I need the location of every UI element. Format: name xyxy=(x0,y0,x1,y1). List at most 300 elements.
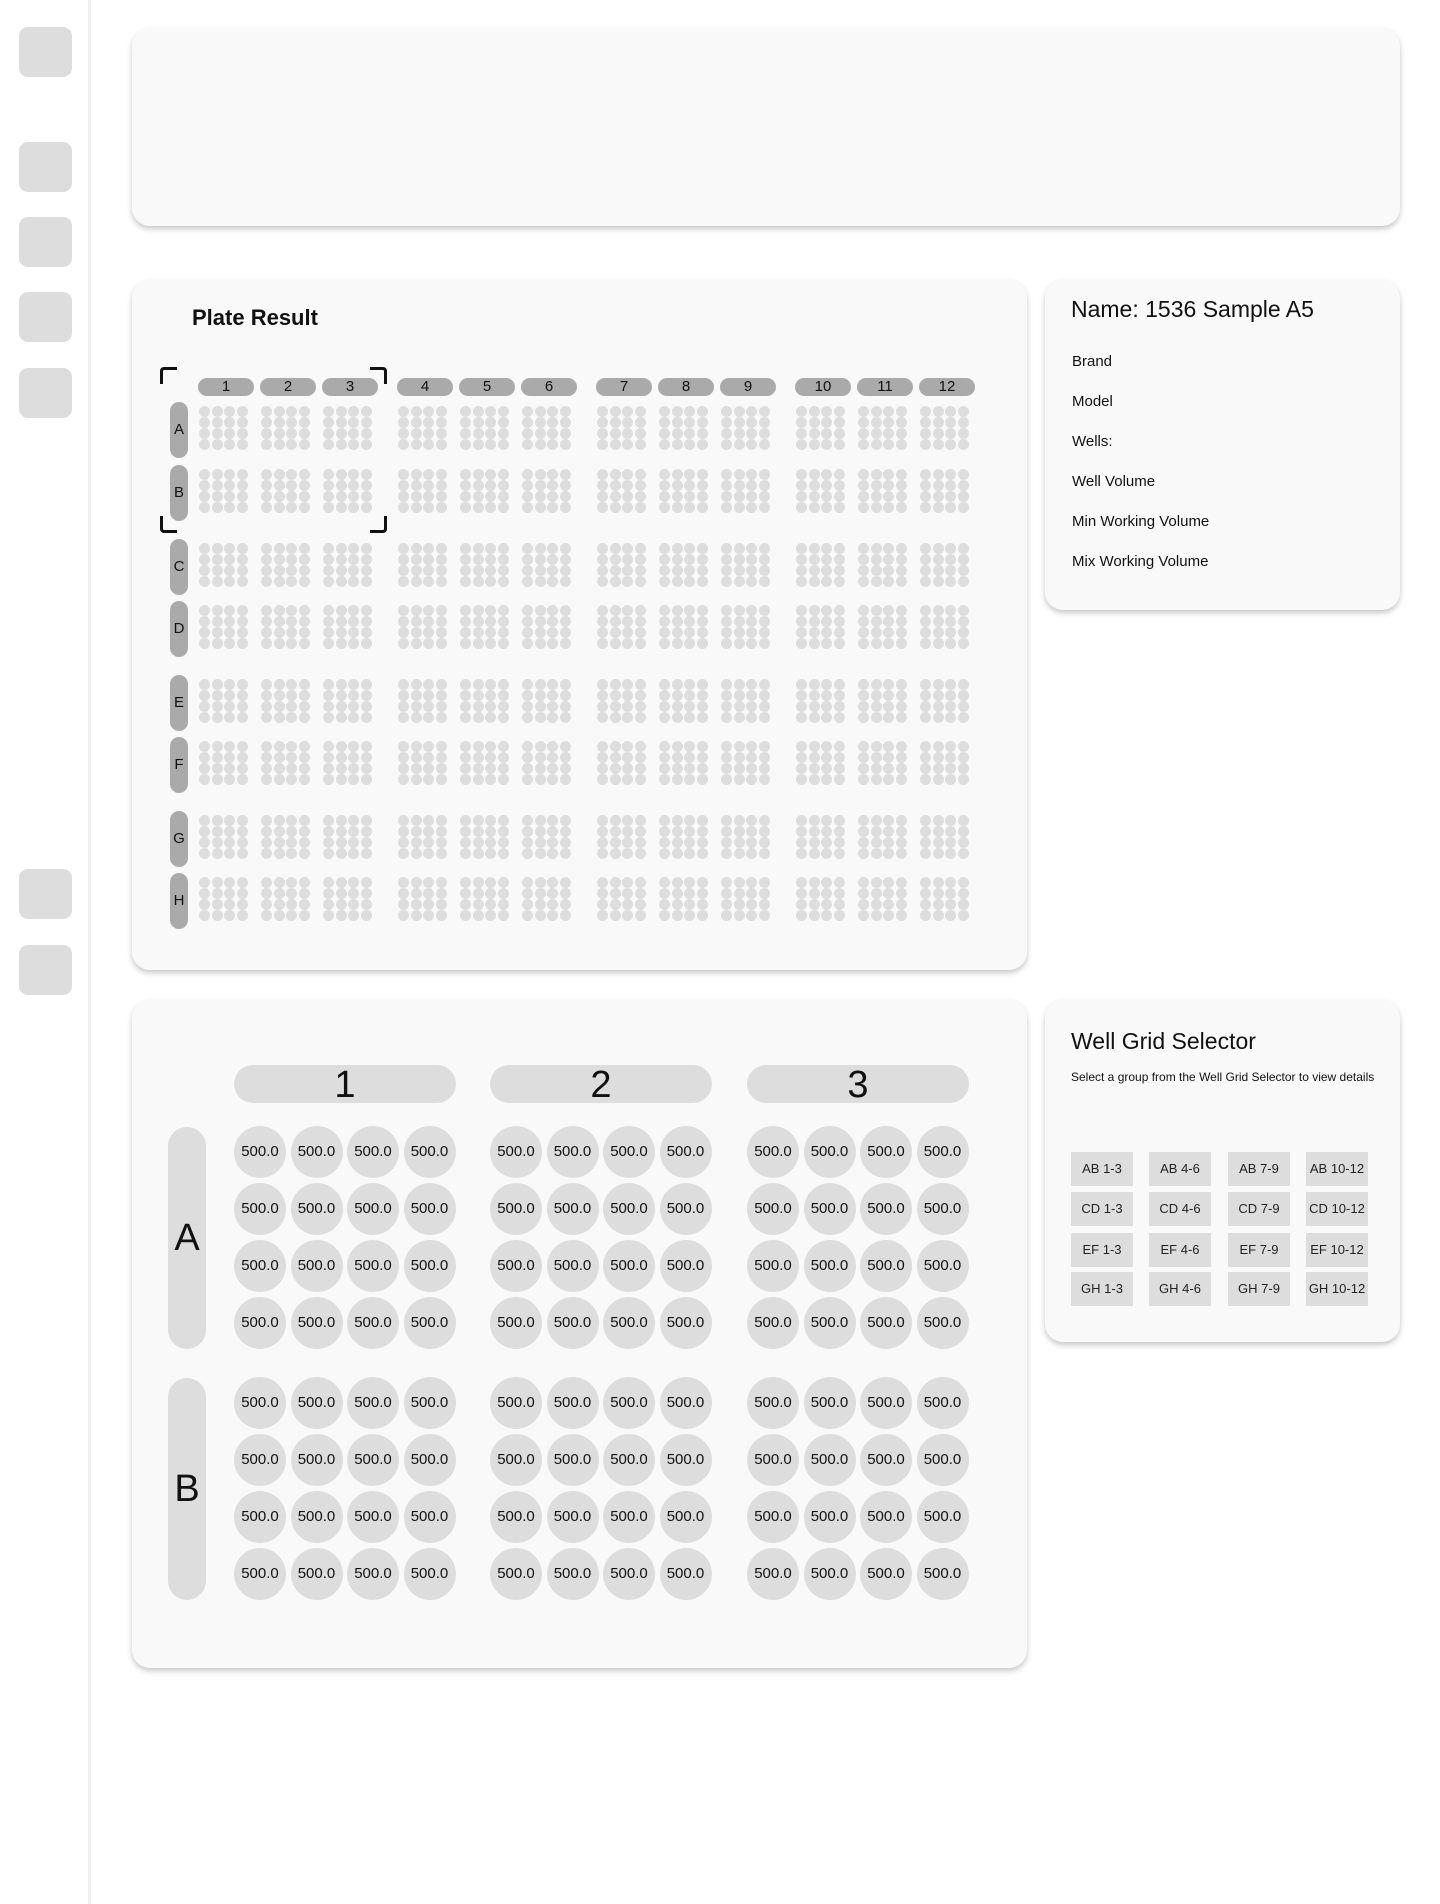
plate-well[interactable] xyxy=(398,690,409,701)
plate-well[interactable] xyxy=(336,469,347,480)
plate-well[interactable] xyxy=(286,701,297,712)
plate-well[interactable] xyxy=(423,752,434,763)
plate-well[interactable] xyxy=(237,763,248,774)
plate-well[interactable] xyxy=(871,491,882,502)
plate-well[interactable] xyxy=(460,679,471,690)
plate-well[interactable] xyxy=(684,616,695,627)
plate-well[interactable] xyxy=(622,888,633,899)
zoom-well[interactable]: 500.0 xyxy=(860,1491,912,1543)
plate-well[interactable] xyxy=(423,815,434,826)
plate-well[interactable] xyxy=(659,428,670,439)
plate-well[interactable] xyxy=(261,741,272,752)
plate-well[interactable] xyxy=(610,576,621,587)
plate-well[interactable] xyxy=(684,774,695,785)
plate-well[interactable] xyxy=(535,616,546,627)
plate-well[interactable] xyxy=(610,491,621,502)
plate-well[interactable] xyxy=(958,627,969,638)
plate-well[interactable] xyxy=(212,565,223,576)
plate-well[interactable] xyxy=(610,752,621,763)
plate-well[interactable] xyxy=(336,826,347,837)
plate-well[interactable] xyxy=(672,679,683,690)
plate-well[interactable] xyxy=(610,480,621,491)
plate-well[interactable] xyxy=(535,712,546,723)
zoom-well[interactable]: 500.0 xyxy=(860,1126,912,1178)
plate-well[interactable] xyxy=(821,439,832,450)
zoom-well[interactable]: 500.0 xyxy=(291,1183,343,1235)
plate-well[interactable] xyxy=(423,417,434,428)
plate-well[interactable] xyxy=(610,826,621,837)
plate-well[interactable] xyxy=(498,605,509,616)
plate-well[interactable] xyxy=(834,543,845,554)
plate-well[interactable] xyxy=(299,701,310,712)
plate-well[interactable] xyxy=(697,752,708,763)
zoom-well[interactable]: 500.0 xyxy=(404,1548,456,1600)
plate-well[interactable] xyxy=(684,848,695,859)
plate-well[interactable] xyxy=(498,554,509,565)
plate-well[interactable] xyxy=(485,638,496,649)
plate-well[interactable] xyxy=(858,554,869,565)
plate-well[interactable] xyxy=(423,627,434,638)
plate-well[interactable] xyxy=(361,576,372,587)
plate-well[interactable] xyxy=(485,888,496,899)
plate-well[interactable] xyxy=(821,690,832,701)
well-group-button[interactable]: EF 4-6 xyxy=(1149,1233,1211,1267)
plate-well[interactable] xyxy=(858,837,869,848)
plate-well[interactable] xyxy=(485,712,496,723)
plate-well[interactable] xyxy=(672,480,683,491)
plate-well[interactable] xyxy=(286,627,297,638)
plate-well[interactable] xyxy=(896,627,907,638)
plate-well-group[interactable] xyxy=(659,679,708,723)
plate-well[interactable] xyxy=(834,491,845,502)
plate-well[interactable] xyxy=(610,763,621,774)
plate-well[interactable] xyxy=(560,428,571,439)
plate-well[interactable] xyxy=(485,502,496,513)
plate-well[interactable] xyxy=(522,774,533,785)
plate-well-group[interactable] xyxy=(597,605,646,649)
plate-well[interactable] xyxy=(299,752,310,763)
plate-well[interactable] xyxy=(274,815,285,826)
plate-well[interactable] xyxy=(896,815,907,826)
plate-well[interactable] xyxy=(522,469,533,480)
plate-well[interactable] xyxy=(237,543,248,554)
plate-well[interactable] xyxy=(473,910,484,921)
plate-well[interactable] xyxy=(261,543,272,554)
plate-well[interactable] xyxy=(697,826,708,837)
plate-well[interactable] xyxy=(958,815,969,826)
plate-well[interactable] xyxy=(348,899,359,910)
plate-well[interactable] xyxy=(871,417,882,428)
plate-well[interactable] xyxy=(212,877,223,888)
plate-well[interactable] xyxy=(920,712,931,723)
plate-well[interactable] xyxy=(460,616,471,627)
plate-well[interactable] xyxy=(522,554,533,565)
plate-well[interactable] xyxy=(684,638,695,649)
sidebar-button-2[interactable] xyxy=(19,142,72,192)
plate-well[interactable] xyxy=(199,491,210,502)
plate-well[interactable] xyxy=(286,888,297,899)
plate-well-group[interactable] xyxy=(721,543,770,587)
plate-well[interactable] xyxy=(597,616,608,627)
plate-well-group[interactable] xyxy=(721,741,770,785)
plate-well[interactable] xyxy=(299,605,310,616)
plate-well[interactable] xyxy=(348,638,359,649)
plate-well[interactable] xyxy=(323,837,334,848)
plate-well[interactable] xyxy=(821,741,832,752)
plate-well[interactable] xyxy=(834,428,845,439)
plate-well[interactable] xyxy=(535,554,546,565)
plate-well[interactable] xyxy=(286,543,297,554)
plate-well[interactable] xyxy=(597,679,608,690)
plate-well[interactable] xyxy=(759,543,770,554)
plate-well[interactable] xyxy=(237,899,248,910)
plate-well[interactable] xyxy=(237,638,248,649)
plate-well[interactable] xyxy=(759,752,770,763)
plate-well[interactable] xyxy=(473,638,484,649)
plate-well[interactable] xyxy=(821,554,832,565)
plate-well-group[interactable] xyxy=(398,605,447,649)
zoom-well[interactable]: 500.0 xyxy=(603,1434,655,1486)
plate-well[interactable] xyxy=(659,605,670,616)
plate-well[interactable] xyxy=(821,469,832,480)
plate-well[interactable] xyxy=(286,815,297,826)
plate-well[interactable] xyxy=(323,543,334,554)
plate-well[interactable] xyxy=(485,837,496,848)
zoom-well[interactable]: 500.0 xyxy=(547,1491,599,1543)
plate-well[interactable] xyxy=(336,428,347,439)
plate-well[interactable] xyxy=(883,774,894,785)
plate-well[interactable] xyxy=(348,752,359,763)
plate-well[interactable] xyxy=(821,712,832,723)
plate-well[interactable] xyxy=(746,616,757,627)
plate-well[interactable] xyxy=(199,480,210,491)
plate-well[interactable] xyxy=(622,774,633,785)
plate-well-group[interactable] xyxy=(522,679,571,723)
plate-well[interactable] xyxy=(199,848,210,859)
plate-well[interactable] xyxy=(274,576,285,587)
plate-well[interactable] xyxy=(436,712,447,723)
plate-well-group[interactable] xyxy=(398,679,447,723)
plate-well[interactable] xyxy=(958,491,969,502)
plate-well[interactable] xyxy=(945,469,956,480)
plate-well[interactable] xyxy=(635,502,646,513)
plate-well[interactable] xyxy=(423,605,434,616)
zoom-well[interactable]: 500.0 xyxy=(404,1297,456,1349)
plate-well[interactable] xyxy=(436,554,447,565)
plate-well[interactable] xyxy=(945,502,956,513)
plate-well[interactable] xyxy=(684,576,695,587)
plate-well[interactable] xyxy=(224,888,235,899)
plate-well[interactable] xyxy=(697,763,708,774)
plate-well[interactable] xyxy=(871,763,882,774)
plate-well[interactable] xyxy=(796,417,807,428)
plate-well[interactable] xyxy=(858,543,869,554)
plate-well[interactable] xyxy=(622,616,633,627)
zoom-well[interactable]: 500.0 xyxy=(603,1183,655,1235)
plate-well[interactable] xyxy=(834,848,845,859)
plate-well[interactable] xyxy=(348,406,359,417)
plate-well[interactable] xyxy=(361,502,372,513)
plate-well[interactable] xyxy=(237,712,248,723)
plate-well[interactable] xyxy=(597,605,608,616)
plate-well[interactable] xyxy=(659,638,670,649)
zoom-well[interactable]: 500.0 xyxy=(404,1183,456,1235)
plate-well[interactable] xyxy=(485,701,496,712)
plate-well[interactable] xyxy=(697,837,708,848)
plate-well[interactable] xyxy=(547,837,558,848)
plate-well[interactable] xyxy=(920,877,931,888)
plate-well[interactable] xyxy=(933,774,944,785)
plate-well[interactable] xyxy=(560,469,571,480)
plate-well-group[interactable] xyxy=(796,469,845,513)
plate-well[interactable] xyxy=(286,837,297,848)
plate-well[interactable] xyxy=(212,815,223,826)
plate-well[interactable] xyxy=(920,605,931,616)
plate-well[interactable] xyxy=(759,616,770,627)
plate-well-group[interactable] xyxy=(323,815,372,859)
plate-well[interactable] xyxy=(746,428,757,439)
plate-well[interactable] xyxy=(933,491,944,502)
plate-well[interactable] xyxy=(659,763,670,774)
plate-well[interactable] xyxy=(610,417,621,428)
plate-well[interactable] xyxy=(535,826,546,837)
plate-well[interactable] xyxy=(224,690,235,701)
plate-well[interactable] xyxy=(697,502,708,513)
plate-well[interactable] xyxy=(622,605,633,616)
plate-well[interactable] xyxy=(274,543,285,554)
plate-well[interactable] xyxy=(659,627,670,638)
plate-well[interactable] xyxy=(796,439,807,450)
plate-well[interactable] xyxy=(834,752,845,763)
plate-well-group[interactable] xyxy=(796,815,845,859)
plate-well[interactable] xyxy=(336,679,347,690)
plate-well[interactable] xyxy=(522,428,533,439)
plate-well[interactable] xyxy=(224,763,235,774)
plate-well[interactable] xyxy=(796,848,807,859)
plate-well[interactable] xyxy=(672,627,683,638)
plate-well[interactable] xyxy=(821,491,832,502)
plate-well[interactable] xyxy=(274,502,285,513)
plate-well-group[interactable] xyxy=(796,406,845,450)
plate-well[interactable] xyxy=(635,848,646,859)
plate-well[interactable] xyxy=(871,752,882,763)
plate-well[interactable] xyxy=(547,763,558,774)
plate-well[interactable] xyxy=(348,815,359,826)
plate-well-group[interactable] xyxy=(522,543,571,587)
plate-well[interactable] xyxy=(821,837,832,848)
zoom-well[interactable]: 500.0 xyxy=(660,1377,712,1429)
plate-well[interactable] xyxy=(323,554,334,565)
plate-well[interactable] xyxy=(622,679,633,690)
plate-well[interactable] xyxy=(896,543,907,554)
plate-well[interactable] xyxy=(610,554,621,565)
plate-well[interactable] xyxy=(411,679,422,690)
zoom-well[interactable]: 500.0 xyxy=(660,1240,712,1292)
plate-well[interactable] xyxy=(883,701,894,712)
plate-well[interactable] xyxy=(796,491,807,502)
plate-well[interactable] xyxy=(659,848,670,859)
plate-well[interactable] xyxy=(796,638,807,649)
plate-well[interactable] xyxy=(261,888,272,899)
zoom-well[interactable]: 500.0 xyxy=(547,1548,599,1600)
plate-well[interactable] xyxy=(535,877,546,888)
plate-well[interactable] xyxy=(858,815,869,826)
plate-well[interactable] xyxy=(423,576,434,587)
plate-well[interactable] xyxy=(323,712,334,723)
plate-well[interactable] xyxy=(958,543,969,554)
plate-well[interactable] xyxy=(560,502,571,513)
plate-well[interactable] xyxy=(672,616,683,627)
well-group-button[interactable]: GH 10-12 xyxy=(1306,1272,1368,1306)
plate-well[interactable] xyxy=(522,679,533,690)
plate-well[interactable] xyxy=(224,837,235,848)
plate-well[interactable] xyxy=(622,712,633,723)
plate-well[interactable] xyxy=(746,910,757,921)
plate-well[interactable] xyxy=(697,712,708,723)
plate-well[interactable] xyxy=(411,837,422,848)
zoom-well[interactable]: 500.0 xyxy=(347,1183,399,1235)
plate-well[interactable] xyxy=(672,826,683,837)
plate-well[interactable] xyxy=(871,480,882,491)
sidebar-button-7[interactable] xyxy=(19,945,72,995)
plate-well[interactable] xyxy=(871,638,882,649)
plate-well[interactable] xyxy=(535,910,546,921)
plate-well-group[interactable] xyxy=(398,406,447,450)
plate-well[interactable] xyxy=(672,554,683,565)
plate-well[interactable] xyxy=(834,741,845,752)
plate-well[interactable] xyxy=(734,837,745,848)
plate-well[interactable] xyxy=(436,565,447,576)
plate-well[interactable] xyxy=(348,428,359,439)
plate-well[interactable] xyxy=(212,502,223,513)
plate-well[interactable] xyxy=(473,752,484,763)
plate-well[interactable] xyxy=(460,543,471,554)
plate-well[interactable] xyxy=(635,877,646,888)
plate-well[interactable] xyxy=(212,701,223,712)
plate-well[interactable] xyxy=(796,888,807,899)
plate-well[interactable] xyxy=(734,491,745,502)
plate-well[interactable] xyxy=(498,752,509,763)
plate-well[interactable] xyxy=(423,406,434,417)
zoom-well[interactable]: 500.0 xyxy=(347,1377,399,1429)
plate-well[interactable] xyxy=(796,605,807,616)
plate-well[interactable] xyxy=(436,491,447,502)
plate-well[interactable] xyxy=(920,554,931,565)
plate-well[interactable] xyxy=(348,679,359,690)
plate-well[interactable] xyxy=(610,428,621,439)
plate-well[interactable] xyxy=(299,554,310,565)
plate-well[interactable] xyxy=(721,741,732,752)
plate-well[interactable] xyxy=(821,417,832,428)
plate-well[interactable] xyxy=(622,627,633,638)
plate-well[interactable] xyxy=(485,741,496,752)
plate-well[interactable] xyxy=(535,565,546,576)
plate-well[interactable] xyxy=(323,605,334,616)
plate-well[interactable] xyxy=(336,848,347,859)
plate-well[interactable] xyxy=(361,554,372,565)
plate-well[interactable] xyxy=(237,469,248,480)
plate-well[interactable] xyxy=(547,899,558,910)
plate-well[interactable] xyxy=(697,491,708,502)
plate-well[interactable] xyxy=(734,627,745,638)
plate-well[interactable] xyxy=(659,899,670,910)
plate-well[interactable] xyxy=(746,469,757,480)
plate-well[interactable] xyxy=(460,712,471,723)
plate-well[interactable] xyxy=(809,888,820,899)
plate-well[interactable] xyxy=(286,741,297,752)
plate-well[interactable] xyxy=(274,605,285,616)
plate-well[interactable] xyxy=(274,848,285,859)
plate-well[interactable] xyxy=(635,888,646,899)
plate-well[interactable] xyxy=(286,565,297,576)
plate-well[interactable] xyxy=(274,877,285,888)
plate-well[interactable] xyxy=(684,815,695,826)
plate-well[interactable] xyxy=(809,701,820,712)
plate-well[interactable] xyxy=(871,741,882,752)
zoom-well[interactable]: 500.0 xyxy=(347,1491,399,1543)
plate-well[interactable] xyxy=(398,712,409,723)
plate-well[interactable] xyxy=(212,774,223,785)
plate-well-group[interactable] xyxy=(597,877,646,921)
plate-well[interactable] xyxy=(871,815,882,826)
plate-well[interactable] xyxy=(746,480,757,491)
plate-well[interactable] xyxy=(323,877,334,888)
plate-well[interactable] xyxy=(498,877,509,888)
plate-well[interactable] xyxy=(547,616,558,627)
plate-well[interactable] xyxy=(945,565,956,576)
plate-well[interactable] xyxy=(224,701,235,712)
plate-well[interactable] xyxy=(274,679,285,690)
plate-well[interactable] xyxy=(746,877,757,888)
well-group-button[interactable]: GH 4-6 xyxy=(1149,1272,1211,1306)
plate-well[interactable] xyxy=(286,406,297,417)
plate-well[interactable] xyxy=(547,679,558,690)
plate-well[interactable] xyxy=(398,679,409,690)
plate-well[interactable] xyxy=(361,480,372,491)
plate-well[interactable] xyxy=(460,899,471,910)
plate-well[interactable] xyxy=(212,576,223,587)
plate-well[interactable] xyxy=(547,469,558,480)
plate-well-group[interactable] xyxy=(920,406,969,450)
plate-well[interactable] xyxy=(746,502,757,513)
plate-well[interactable] xyxy=(697,627,708,638)
plate-well[interactable] xyxy=(535,439,546,450)
plate-well[interactable] xyxy=(199,605,210,616)
plate-well[interactable] xyxy=(348,543,359,554)
plate-well[interactable] xyxy=(498,712,509,723)
plate-well[interactable] xyxy=(821,899,832,910)
plate-well[interactable] xyxy=(858,752,869,763)
plate-well[interactable] xyxy=(659,826,670,837)
plate-well[interactable] xyxy=(460,848,471,859)
plate-well[interactable] xyxy=(945,690,956,701)
plate-well[interactable] xyxy=(834,565,845,576)
plate-well[interactable] xyxy=(323,469,334,480)
plate-well[interactable] xyxy=(809,712,820,723)
plate-well-group[interactable] xyxy=(721,815,770,859)
plate-well[interactable] xyxy=(348,627,359,638)
plate-well[interactable] xyxy=(896,899,907,910)
plate-well[interactable] xyxy=(684,565,695,576)
plate-well[interactable] xyxy=(535,502,546,513)
plate-well-group[interactable] xyxy=(659,605,708,649)
plate-well[interactable] xyxy=(498,899,509,910)
plate-well[interactable] xyxy=(697,480,708,491)
plate-well[interactable] xyxy=(348,616,359,627)
plate-well[interactable] xyxy=(734,877,745,888)
plate-well[interactable] xyxy=(635,826,646,837)
plate-well[interactable] xyxy=(473,554,484,565)
